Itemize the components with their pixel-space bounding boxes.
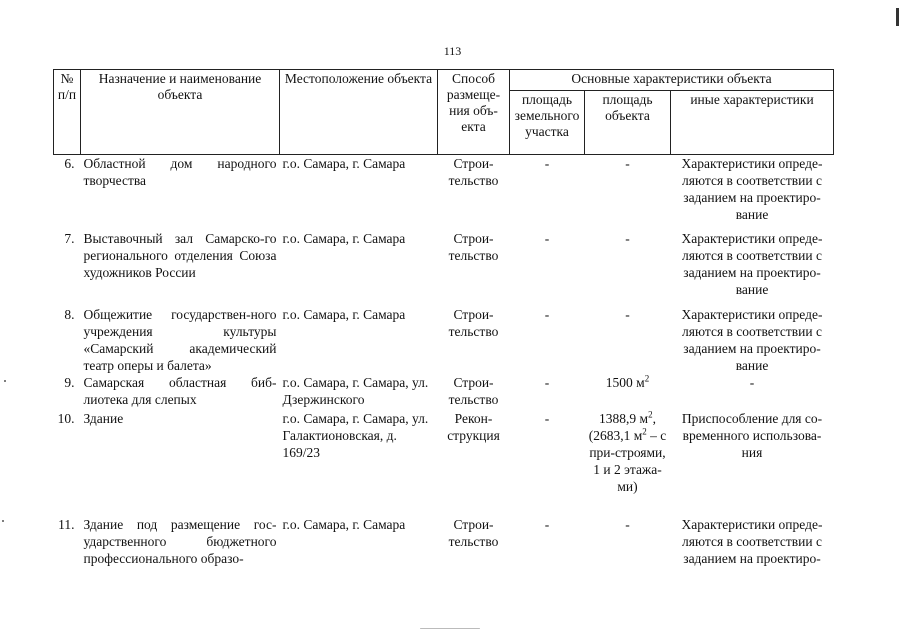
row-number: 10. <box>57 411 75 426</box>
land-area: - <box>544 411 550 426</box>
row-number: 7. <box>64 231 75 246</box>
table-row <box>54 306 834 374</box>
land-area: - <box>544 517 550 532</box>
placement-method: Строи-тельство <box>448 231 499 263</box>
table-row <box>54 230 834 306</box>
object-location: г.о. Самара, г. Самара, ул. Дзержинского <box>282 375 429 407</box>
object-area-value: 1500 м <box>605 375 645 390</box>
object-location: г.о. Самара, г. Самара <box>282 231 406 246</box>
object-name: Областной дом народного творчества <box>83 156 277 188</box>
scan-speck <box>420 628 480 629</box>
object-area: - <box>625 231 630 246</box>
header-name: Назначение и наименование объекта <box>81 70 280 155</box>
page-number: 113 <box>443 44 462 58</box>
land-area: - <box>544 231 550 246</box>
header-num: № п/п <box>54 70 81 155</box>
object-area: - <box>625 307 630 322</box>
table-row <box>54 155 834 231</box>
object-area-value: 1388,9 м <box>599 411 649 426</box>
header-characteristics: Основные характеристики объекта <box>510 70 834 91</box>
other-characteristics: - <box>749 375 755 390</box>
header-method: Способ размеще-ния объ-екта <box>438 70 510 155</box>
square-unit-sup: 2 <box>642 426 647 437</box>
object-area: - <box>625 517 630 532</box>
object-area <box>585 410 671 516</box>
table-row <box>54 516 834 586</box>
other-characteristics: Характеристики опреде-ляются в соответствии с заданием на проектиро-вание <box>681 156 823 222</box>
table-row <box>54 410 834 516</box>
land-area: - <box>544 156 550 171</box>
table-header <box>54 70 834 155</box>
other-characteristics: Характеристики опреде-ляются в соответствии с заданием на проектиро-вание <box>681 307 823 373</box>
other-characteristics: Характеристики опреде-ляются в соответствии с заданием на проектиро-вание <box>681 231 823 297</box>
row-number: 6. <box>64 156 75 171</box>
object-location: г.о. Самара, г. Самара <box>282 307 406 322</box>
square-unit-sup: 2 <box>644 373 650 384</box>
row-number: 11. <box>58 517 75 532</box>
square-unit-sup: 2 <box>648 409 653 420</box>
object-area: - <box>625 156 630 171</box>
header-location: Местоположение объекта <box>280 70 438 155</box>
header-object-area: площадь объекта <box>585 91 671 155</box>
header-land-area: площадь земельного участка <box>510 91 585 155</box>
object-area-separator: , <box>652 411 656 426</box>
object-name: Здание под размещение гос-ударственного бюджетного профессионального образо- <box>83 517 277 566</box>
scan-speck <box>4 380 6 382</box>
objects-table <box>53 69 834 586</box>
object-location: г.о. Самара, г. Самара <box>282 517 406 532</box>
object-area-extended: (2683,1 м <box>588 428 643 443</box>
other-characteristics: Характеристики опреде-ляются в соответствии с заданием на проектиро- <box>681 517 823 566</box>
object-name: Общежитие государствен-ного учреждения культуры «Самарский академический театр оперы и балета» <box>83 307 277 373</box>
object-name: Самарская областная биб-лиотека для слепых <box>83 375 277 407</box>
placement-method: Строи-тельство <box>448 156 499 188</box>
placement-method: Строи-тельство <box>448 307 499 339</box>
object-area-note: – с при-строями, 1 и 2 этажа-ми) <box>589 428 667 494</box>
placement-method: Строи-тельство <box>448 375 499 407</box>
object-location: г.о. Самара, г. Самара <box>282 156 406 171</box>
land-area: - <box>544 307 550 322</box>
object-area <box>585 374 671 410</box>
table-row <box>54 374 834 410</box>
land-area: - <box>544 375 550 390</box>
object-location: г.о. Самара, г. Самара, ул. Галактионовская, д. 169/23 <box>282 411 429 460</box>
object-name: Здание <box>83 411 124 426</box>
object-name: Выставочный зал Самарско-го регионального отделения Союза художников России <box>83 231 277 280</box>
other-characteristics: Приспособление для со-временного использова-ния <box>681 411 823 460</box>
scan-edge-mark <box>896 8 899 26</box>
row-number: 9. <box>64 375 75 390</box>
placement-method: Рекон-струкция <box>447 411 500 443</box>
header-other: иные характеристики <box>671 91 834 155</box>
placement-method: Строи-тельство <box>448 517 499 549</box>
row-number: 8. <box>64 307 75 322</box>
scan-speck <box>2 520 4 522</box>
